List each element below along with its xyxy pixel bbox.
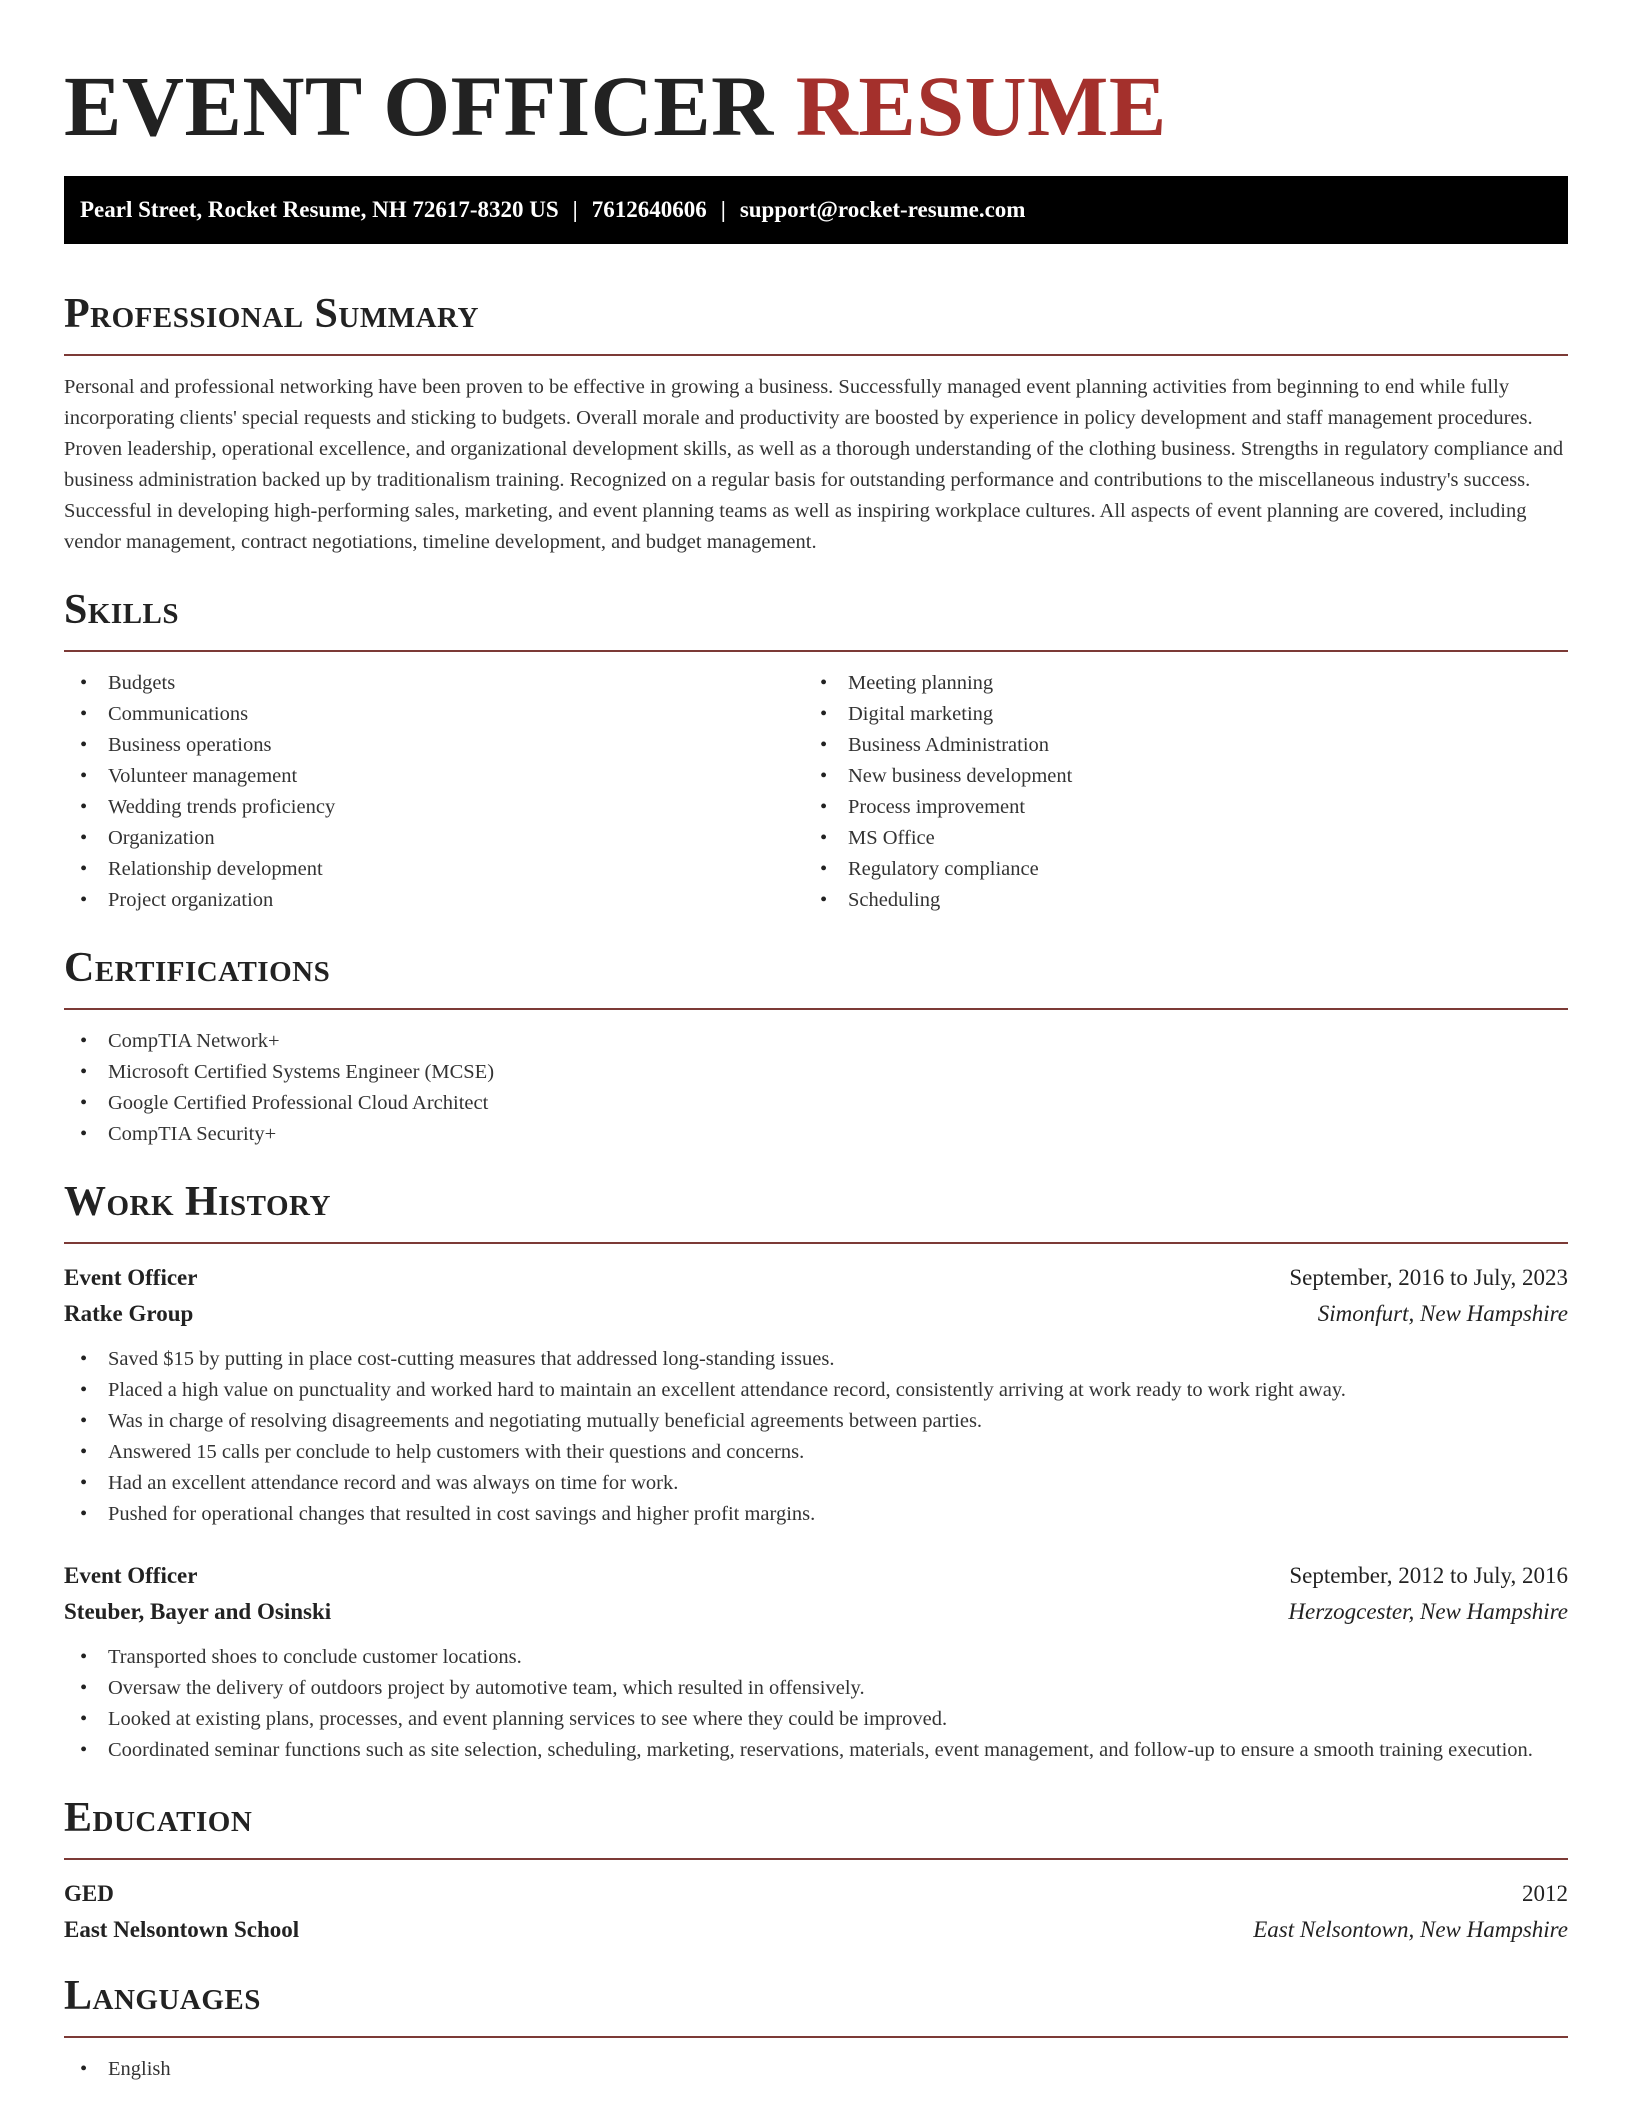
job-company: Steuber, Bayer and Osinski bbox=[64, 1599, 332, 1624]
contact-separator: | bbox=[720, 197, 726, 222]
resume-title-accent: RESUME bbox=[795, 58, 1167, 154]
skills-list-right bbox=[804, 668, 1544, 916]
job-company-row bbox=[64, 1296, 1568, 1332]
job-dates: September, 2012 to July, 2016 bbox=[1289, 1563, 1568, 1588]
skill-item: • Meeting planning bbox=[804, 668, 1544, 699]
languages-section bbox=[64, 1970, 1568, 2085]
job-location: Herzogcester, New Hampshire bbox=[1288, 1599, 1568, 1624]
education-location: East Nelsontown, New Hampshire bbox=[1253, 1917, 1568, 1942]
job-bullet: • Pushed for operational changes that resulted in cost savings and higher profit margins. bbox=[64, 1499, 1568, 1530]
certification-item: • CompTIA Network+ bbox=[64, 1026, 1568, 1057]
job-title: Event Officer bbox=[64, 1563, 198, 1588]
job-bullet: • Transported shoes to conclude customer locations. bbox=[64, 1642, 1568, 1673]
resume-content bbox=[64, 56, 1568, 2085]
skills-list-left bbox=[64, 668, 804, 916]
resume-title-main: EVENT OFFICER bbox=[64, 58, 774, 154]
job-entry bbox=[64, 1260, 1568, 1530]
section-divider bbox=[64, 1242, 1568, 1244]
education-year: 2012 bbox=[1522, 1881, 1568, 1906]
section-heading-languages: Languages bbox=[64, 1973, 261, 2019]
section-divider bbox=[64, 1008, 1568, 1010]
job-bullet: • Coordinated seminar functions such as site selection, scheduling, marketing, reservations, materials, event management, and follow-up to ensure a smooth training execution. bbox=[64, 1735, 1568, 1766]
job-bullet: • Answered 15 calls per conclude to help customers with their questions and concerns. bbox=[64, 1437, 1568, 1468]
skill-item: • Business Administration bbox=[804, 730, 1544, 761]
section-divider bbox=[64, 354, 1568, 356]
work-history-section bbox=[64, 1176, 1568, 1766]
section-heading-summary: Professional Summary bbox=[64, 291, 479, 337]
skills-grid bbox=[64, 652, 1568, 916]
section-heading-work-history: Work History bbox=[64, 1179, 331, 1225]
education-degree-row bbox=[64, 1876, 1568, 1912]
skill-item: • Project organization bbox=[64, 885, 804, 916]
skill-item: • Volunteer management bbox=[64, 761, 804, 792]
contact-separator: | bbox=[572, 197, 578, 222]
contact-bar bbox=[64, 176, 1568, 244]
summary-text: Personal and professional networking have been proven to be effective in growing a business. Successfully managed event planning activities from beginning to end while fully incorporating clients' special requests and sticking to budgets. Overall morale and productivity are boosted by experience in policy development and staff management procedures. Proven leadership, operational excellence, and organizational development skills, as well as a thorough understanding of the clothing business. Strengths in regulatory compliance and business administration backed up by traditionalism training. Recognized on a regular basis for outstanding performance and contributions to the miscellaneous industry's success. Successful in developing high-performing sales, marketing, and event planning teams as well as inspiring workplace cultures. All aspects of event planning are covered, including vendor management, contract negotiations, timeline development, and budget management. bbox=[64, 376, 1564, 553]
job-bullet: • Saved $15 by putting in place cost-cutting measures that addressed long-standing issues. bbox=[64, 1344, 1568, 1375]
job-bullets bbox=[64, 1642, 1568, 1766]
resume-title bbox=[64, 56, 1568, 156]
job-dates: September, 2016 to July, 2023 bbox=[1289, 1265, 1568, 1290]
certification-item: • CompTIA Security+ bbox=[64, 1119, 1568, 1150]
job-location: Simonfurt, New Hampshire bbox=[1317, 1301, 1568, 1326]
skill-item: • New business development bbox=[804, 761, 1544, 792]
skill-item: • Relationship development bbox=[64, 854, 804, 885]
education-degree: GED bbox=[64, 1881, 114, 1906]
skill-item: • MS Office bbox=[804, 823, 1544, 854]
skill-item: • Wedding trends proficiency bbox=[64, 792, 804, 823]
skill-item: • Organization bbox=[64, 823, 804, 854]
skills-section bbox=[64, 584, 1568, 916]
contact-email[interactable]: support@rocket-resume.com bbox=[739, 197, 1026, 222]
job-bullet: • Looked at existing plans, processes, and event planning services to see where they could be improved. bbox=[64, 1704, 1568, 1735]
skill-item: • Digital marketing bbox=[804, 699, 1544, 730]
skill-item: • Process improvement bbox=[804, 792, 1544, 823]
skill-item: • Communications bbox=[64, 699, 804, 730]
professional-summary-section bbox=[64, 288, 1568, 558]
education-entry bbox=[64, 1876, 1568, 1948]
job-bullet: • Oversaw the delivery of outdoors project by automotive team, which resulted in offensively. bbox=[64, 1673, 1568, 1704]
education-school-row bbox=[64, 1912, 1568, 1948]
certifications-list bbox=[64, 1026, 1568, 1150]
contact-phone[interactable]: 7612640606 bbox=[591, 197, 707, 222]
section-divider bbox=[64, 2036, 1568, 2038]
section-heading-certifications: Certifications bbox=[64, 945, 331, 991]
certification-item: • Google Certified Professional Cloud Architect bbox=[64, 1088, 1568, 1119]
education-section bbox=[64, 1792, 1568, 1948]
skill-item: • Business operations bbox=[64, 730, 804, 761]
languages-list bbox=[64, 2054, 1568, 2085]
skill-item: • Scheduling bbox=[804, 885, 1544, 916]
language-item: • English bbox=[64, 2054, 1568, 2085]
job-company: Ratke Group bbox=[64, 1301, 194, 1326]
job-header-row bbox=[64, 1558, 1568, 1594]
job-bullets bbox=[64, 1344, 1568, 1530]
section-heading-skills: Skills bbox=[64, 587, 180, 633]
job-company-row bbox=[64, 1594, 1568, 1630]
education-school: East Nelsontown School bbox=[64, 1917, 300, 1942]
skill-item: • Budgets bbox=[64, 668, 804, 699]
job-bullet: • Placed a high value on punctuality and worked hard to maintain an excellent attendance record, consistently arriving at work ready to work right away. bbox=[64, 1375, 1568, 1406]
skill-item: • Regulatory compliance bbox=[804, 854, 1544, 885]
job-entry bbox=[64, 1558, 1568, 1766]
job-header-row bbox=[64, 1260, 1568, 1296]
certification-item: • Microsoft Certified Systems Engineer (MCSE) bbox=[64, 1057, 1568, 1088]
section-divider bbox=[64, 1858, 1568, 1860]
contact-address: Pearl Street, Rocket Resume, NH 72617-8320 US bbox=[80, 197, 559, 222]
job-title: Event Officer bbox=[64, 1265, 198, 1290]
job-bullet: • Was in charge of resolving disagreements and negotiating mutually beneficial agreements between parties. bbox=[64, 1406, 1568, 1437]
job-bullet: • Had an excellent attendance record and was always on time for work. bbox=[64, 1468, 1568, 1499]
section-heading-education: Education bbox=[64, 1795, 253, 1841]
certifications-section bbox=[64, 942, 1568, 1150]
